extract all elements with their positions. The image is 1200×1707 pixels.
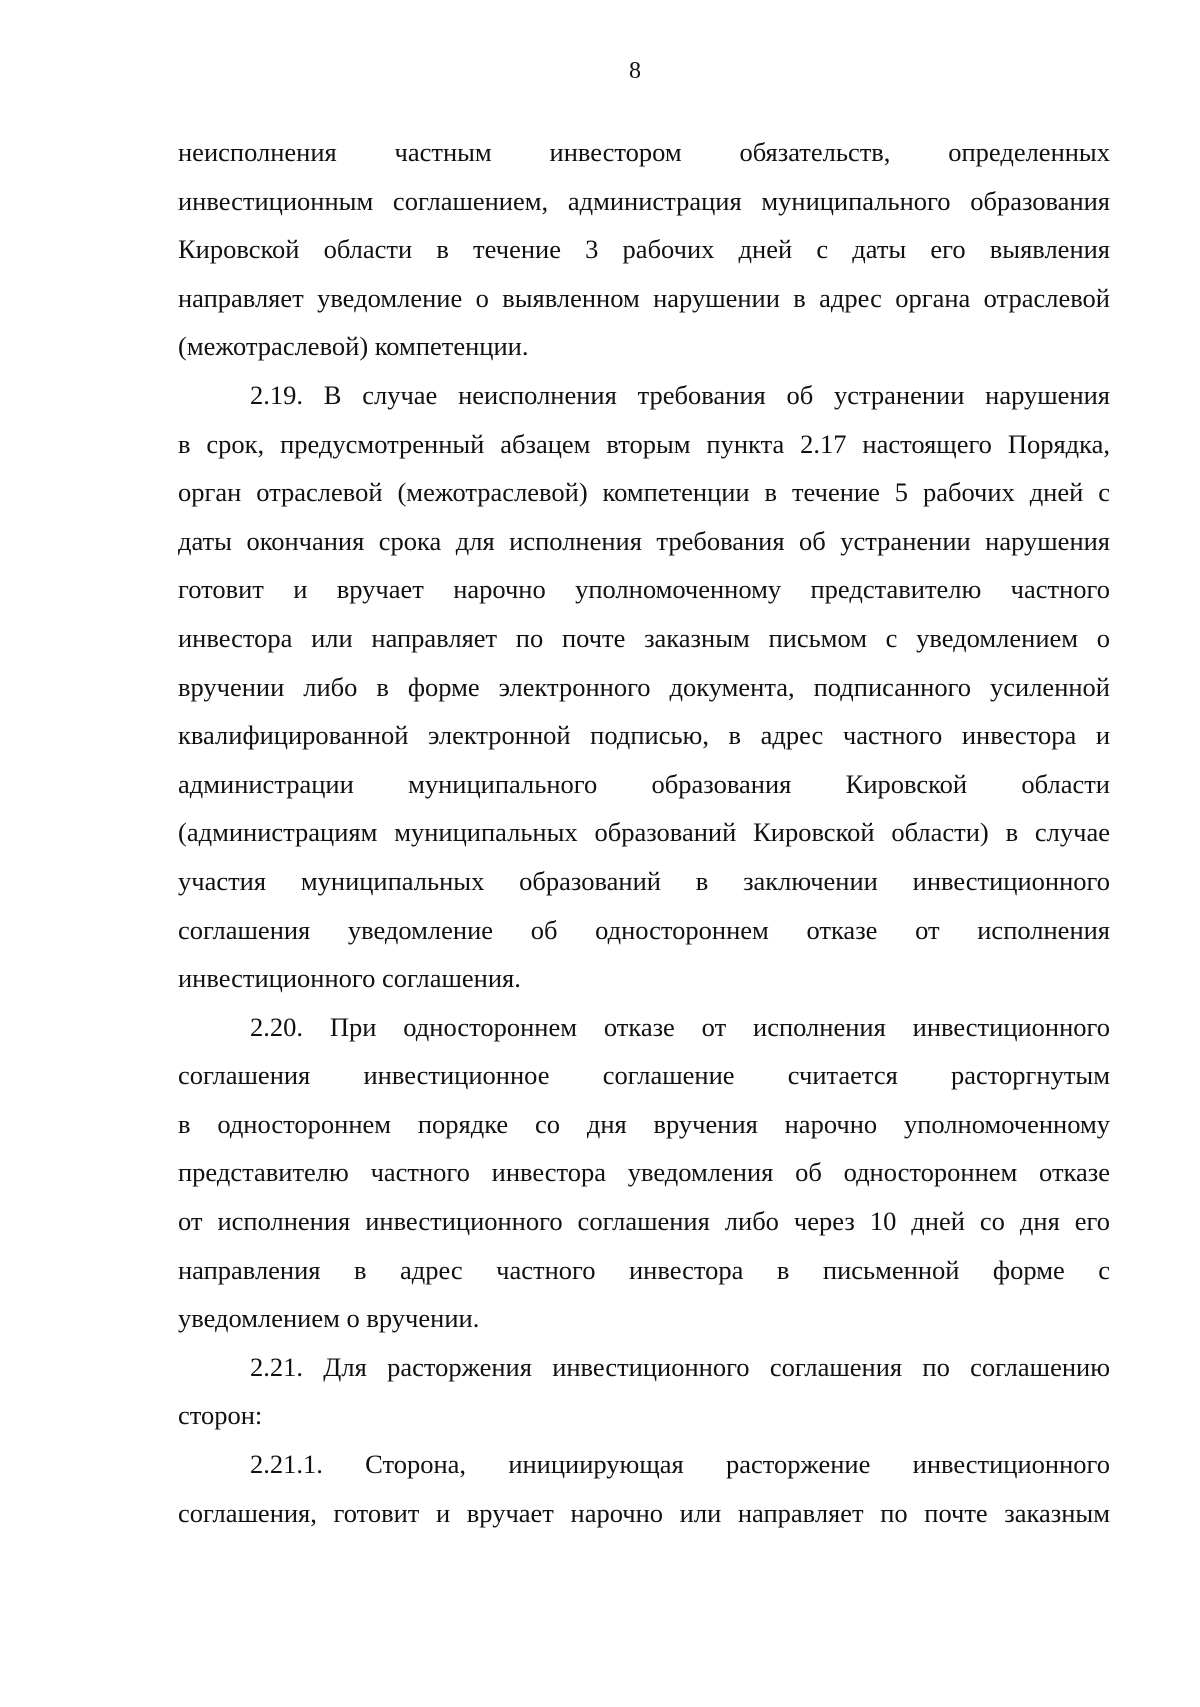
paragraph-2-20	[178, 1003, 1110, 1343]
text-line: 2.21. Для расторжения инвестиционного соглашения по соглашению	[250, 1351, 1110, 1382]
text-line: соглашения уведомление об одностороннем отказе от исполнения	[178, 914, 1110, 945]
text-line: неисполнения частным инвестором обязательств, определенных	[178, 137, 1110, 167]
text-line: представителю частного инвестора уведомления об одностороннем отказе	[178, 1157, 1110, 1188]
text-line: 2.20. При одностороннем отказе от исполнения инвестиционного	[250, 1011, 1110, 1042]
paragraph-2-19	[178, 371, 1110, 1003]
text-line: квалифицированной электронной подписью, в адрес частного инвестора и	[178, 720, 1110, 751]
text-line: даты окончания срока для исполнения требования об устранении нарушения	[178, 525, 1110, 556]
text-line: направляет уведомление о выявленном нарушении в адрес органа отраслевой	[178, 282, 1110, 313]
text-line: направления в адрес частного инвестора в письменной форме с	[178, 1254, 1110, 1285]
text-line: уведомлением о вручении.	[178, 1303, 480, 1334]
text-line: от исполнения инвестиционного соглашения либо через 10 дней со дня его	[178, 1206, 1110, 1237]
text-line: Кировской области в течение 3 рабочих дней с даты его выявления	[178, 234, 1110, 265]
text-line: вручении либо в форме электронного документа, подписанного усиленной	[178, 671, 1110, 702]
text-line: инвестиционного соглашения.	[178, 963, 521, 994]
text-line: орган отраслевой (межотраслевой) компетенции в течение 5 рабочих дней с	[178, 477, 1110, 508]
document-body	[178, 128, 1110, 1537]
text-line: сторон:	[178, 1400, 263, 1431]
text-line: 2.19. В случае неисполнения требования об устранении нарушения	[250, 379, 1110, 410]
text-line: участия муниципальных образований в заключении инвестиционного	[178, 865, 1110, 896]
page-number: 8	[629, 58, 641, 84]
text-line: в одностороннем порядке со дня вручения нарочно уполномоченному	[178, 1108, 1110, 1139]
paragraph-continuation	[178, 128, 1110, 371]
text-line: инвестиционным соглашением, администрация муниципального образования	[178, 185, 1110, 216]
paragraph-2-21-1	[178, 1440, 1110, 1537]
text-line: инвестора или направляет по почте заказным письмом с уведомлением о	[178, 622, 1110, 653]
text-line: соглашения инвестиционное соглашение считается расторгнутым	[178, 1060, 1110, 1091]
text-line: в срок, предусмотренный абзацем вторым пункта 2.17 настоящего Порядка,	[178, 428, 1110, 459]
text-line: администрации муниципального образования Кировской области	[178, 768, 1110, 799]
text-line: готовит и вручает нарочно уполномоченному представителю частного	[178, 574, 1110, 605]
text-line: 2.21.1. Сторона, инициирующая расторжение инвестиционного	[250, 1449, 1110, 1480]
text-line: соглашения, готовит и вручает нарочно или направляет по почте заказным	[178, 1497, 1110, 1528]
text-line: (межотраслевой) компетенции.	[178, 331, 529, 362]
text-line: (администрациям муниципальных образований Кировской области) в случае	[178, 817, 1110, 848]
paragraph-2-21	[178, 1343, 1110, 1440]
